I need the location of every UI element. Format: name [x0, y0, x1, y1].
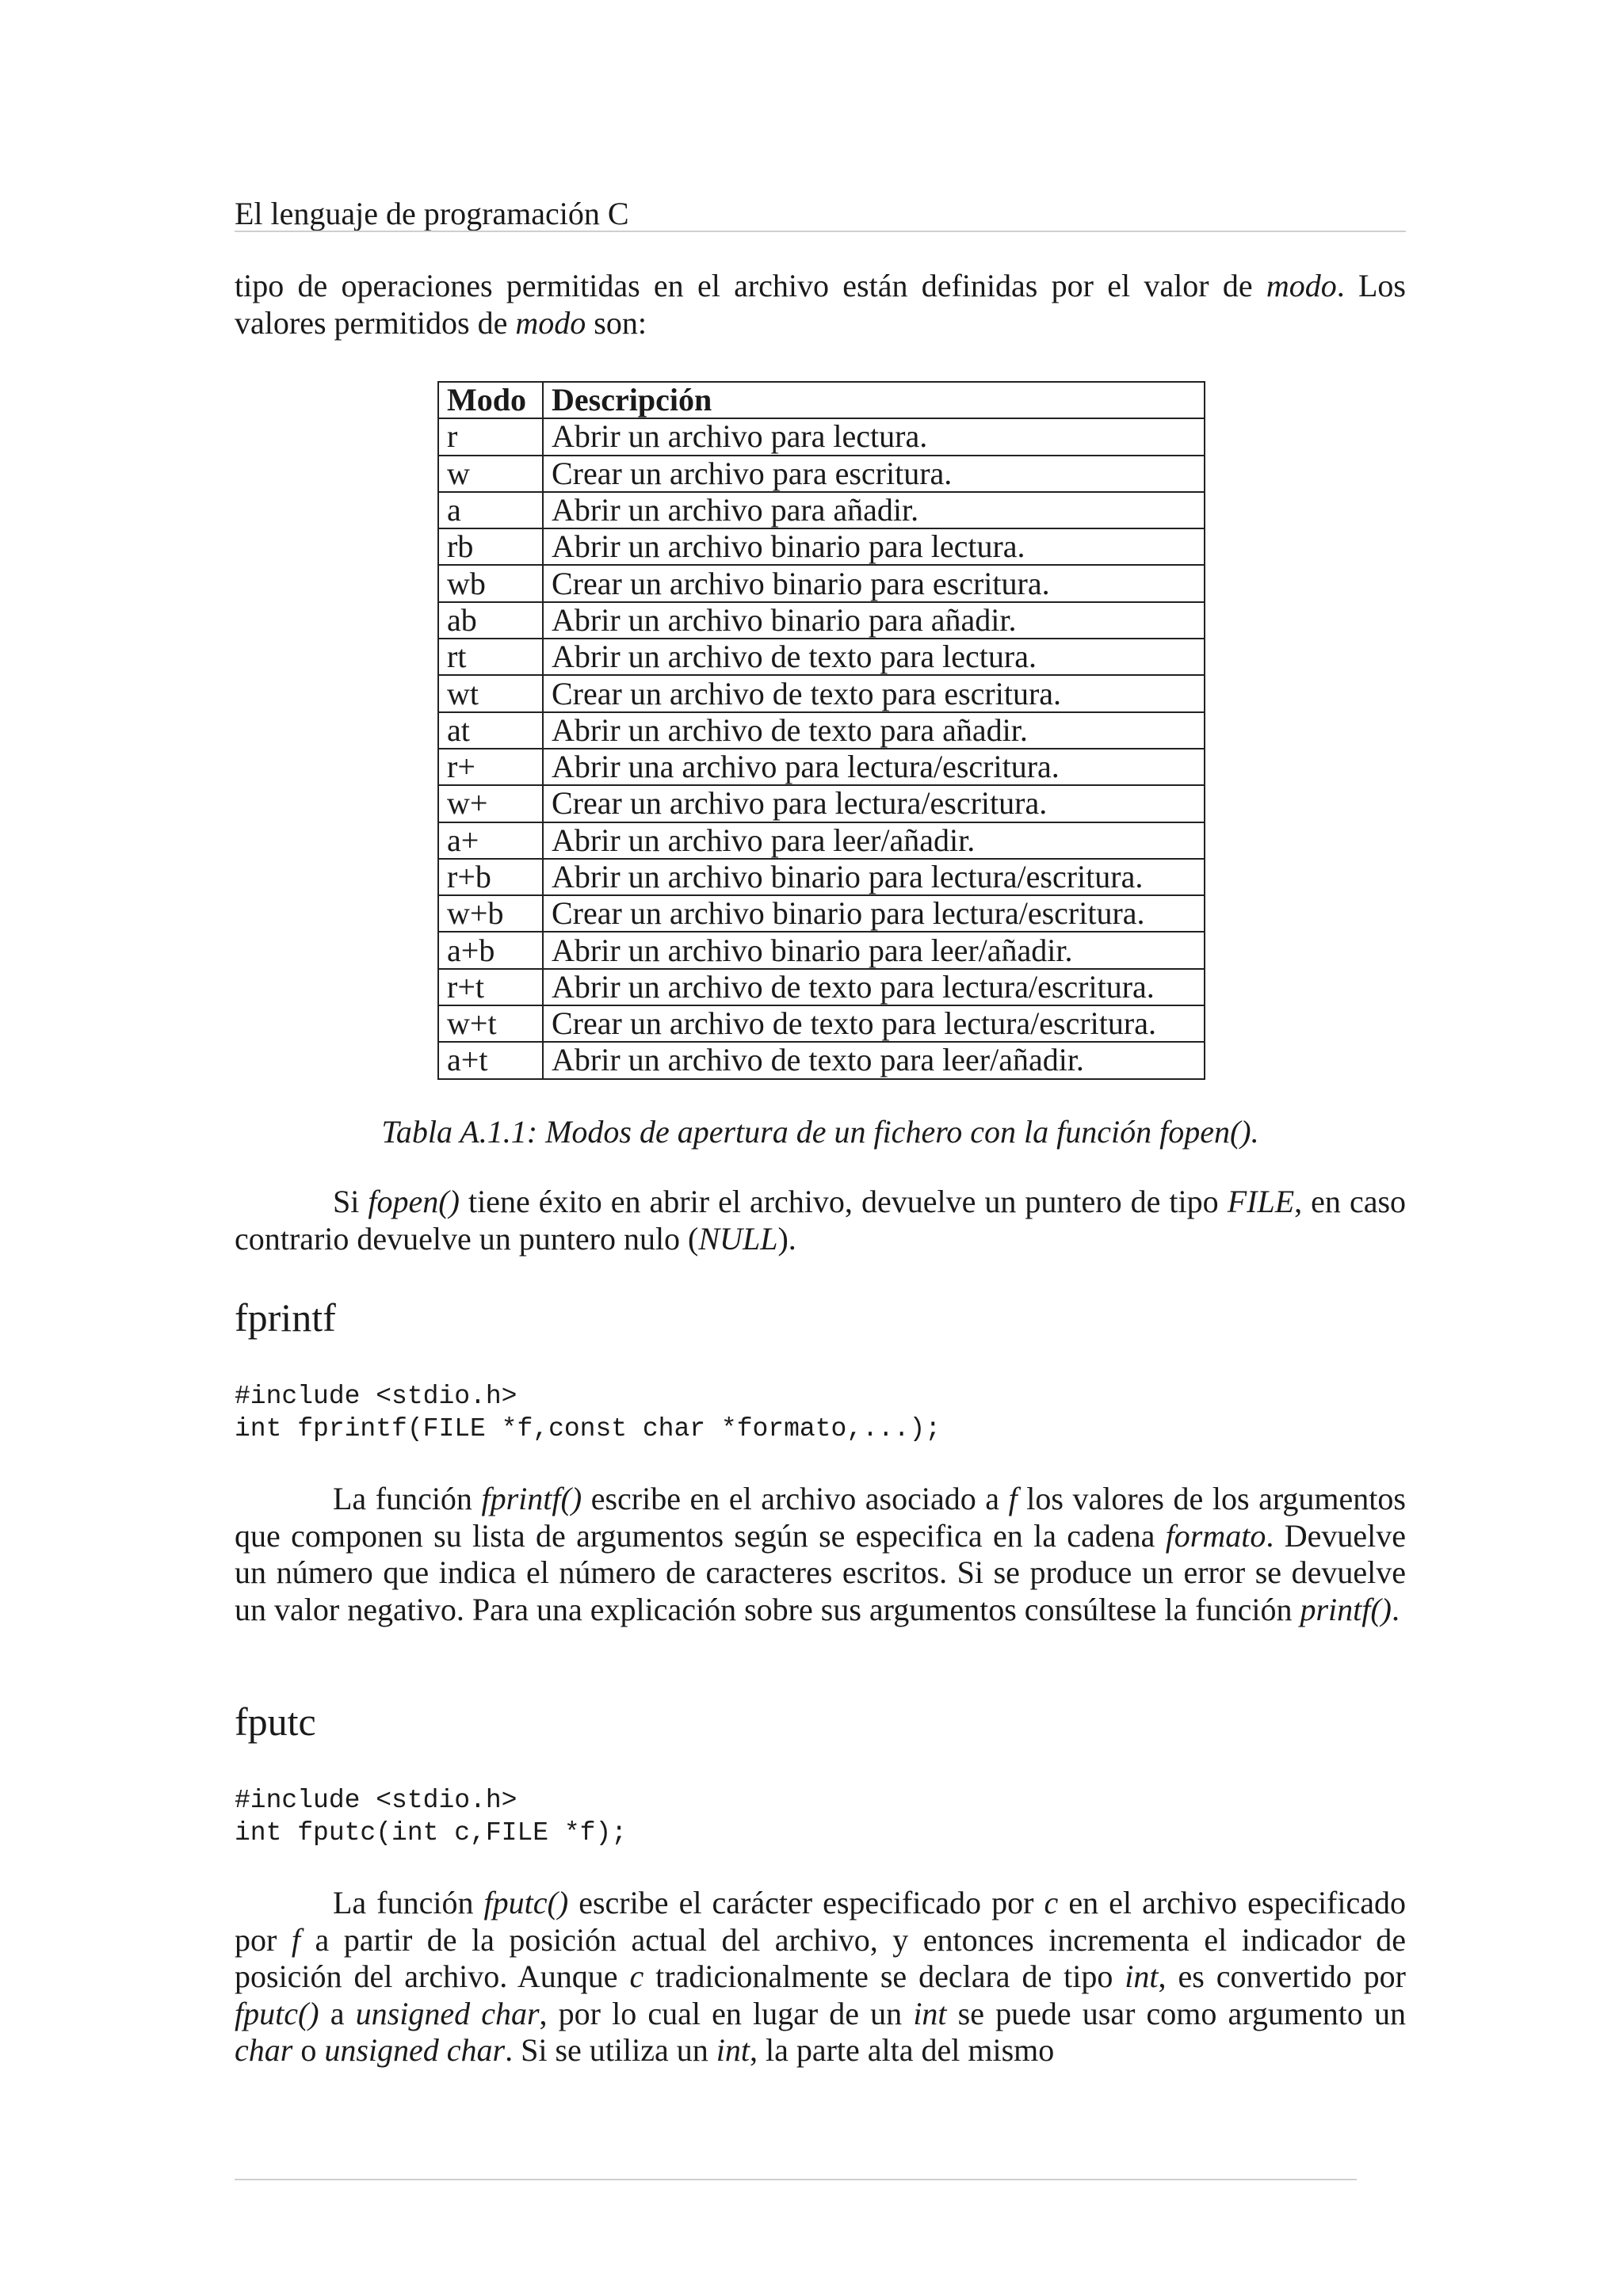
- table-row: [438, 602, 1205, 639]
- text-run: o: [292, 2032, 325, 2068]
- emphasis: fopen(): [368, 1184, 460, 1219]
- mode-cell: r+t: [438, 969, 543, 1005]
- mode-cell: rb: [438, 528, 543, 565]
- description-cell: Crear un archivo de texto para escritura.: [543, 675, 1205, 711]
- description-cell: Abrir un archivo para leer/añadir.: [543, 822, 1205, 859]
- table-row: [438, 492, 1205, 528]
- description-cell: Crear un archivo para lectura/escritura.: [543, 785, 1205, 822]
- text-run: tiene éxito en abrir el archivo, devuelve un puntero de tipo: [459, 1184, 1228, 1219]
- text-run: tradicionalmente se declara de tipo: [643, 1958, 1125, 1994]
- mode-cell: ab: [438, 602, 543, 639]
- emphasis: modo: [515, 304, 586, 341]
- mode-cell: rt: [438, 639, 543, 675]
- description-cell: Abrir un archivo de texto para lectura/escritura.: [543, 969, 1205, 1005]
- table-row: [438, 528, 1205, 565]
- emphasis: fprintf(): [481, 1481, 582, 1516]
- emphasis: modo: [1266, 268, 1337, 303]
- emphasis: printf(): [1300, 1591, 1392, 1627]
- table-row: [438, 932, 1205, 968]
- table-row: [438, 418, 1205, 455]
- description-cell: Crear un archivo binario para lectura/escritura.: [543, 895, 1205, 932]
- table-row: [438, 639, 1205, 675]
- emphasis: f: [1008, 1481, 1018, 1516]
- emphasis: int: [716, 2032, 750, 2068]
- table-row: [438, 456, 1205, 492]
- mode-cell: at: [438, 712, 543, 749]
- table-row: [438, 675, 1205, 711]
- text-run: , en caso contrario devuelve un puntero nulo (: [235, 1184, 1407, 1257]
- modes-table: [437, 381, 1205, 1080]
- column-header-modo: Modo: [438, 382, 543, 418]
- text-run: escribe en el archivo asociado a: [582, 1481, 1009, 1516]
- table-row: [438, 822, 1205, 859]
- mode-cell: w+b: [438, 895, 543, 932]
- table-row: [438, 895, 1205, 932]
- table-row: [438, 1042, 1205, 1078]
- fputc-heading: fputc: [235, 1699, 316, 1744]
- text-run: Si: [333, 1184, 369, 1219]
- table-row: [438, 859, 1205, 895]
- description-cell: Abrir una archivo para lectura/escritura.: [543, 749, 1205, 785]
- table-row: [438, 1005, 1205, 1042]
- description-cell: Abrir un archivo binario para añadir.: [543, 602, 1205, 639]
- fprintf-code: #include <stdio.h> int fprintf(FILE *f,const char *formato,...);: [235, 1382, 941, 1444]
- footer-divider: [235, 2179, 1357, 2180]
- mode-cell: wb: [438, 565, 543, 601]
- mode-cell: a+: [438, 822, 543, 859]
- text-run: son:: [586, 304, 647, 341]
- fprintf-paragraph: [235, 1481, 1406, 1628]
- text-run: los valores de los argumentos que componen su lista de argumentos según se especifica en la cadena: [235, 1481, 1406, 1554]
- text-run: escribe el carácter especificado por: [568, 1885, 1044, 1920]
- emphasis: c: [629, 1958, 644, 1994]
- description-cell: Abrir un archivo binario para leer/añadir.: [543, 932, 1205, 968]
- column-header-descripcion: Descripción: [543, 382, 1205, 418]
- text-run: ).: [777, 1220, 796, 1257]
- description-cell: Abrir un archivo de texto para leer/añadir.: [543, 1042, 1205, 1078]
- table-row: [438, 565, 1205, 601]
- description-cell: Abrir un archivo para añadir.: [543, 492, 1205, 528]
- table-header-row: [438, 382, 1205, 418]
- mode-cell: a: [438, 492, 543, 528]
- emphasis: fputc(): [235, 1995, 319, 2031]
- table-row: [438, 749, 1205, 785]
- text-run: , por lo cual en lugar de un: [539, 1995, 914, 2031]
- description-cell: Abrir un archivo para lectura.: [543, 418, 1205, 455]
- fopen-return-paragraph: [235, 1184, 1406, 1257]
- table-caption: Tabla A.1.1: Modos de apertura de un fichero con la función fopen().: [381, 1114, 1259, 1150]
- text-run: La función: [333, 1885, 484, 1920]
- emphasis: int: [913, 1995, 947, 2031]
- text-run: , es convertido por: [1158, 1958, 1406, 1994]
- emphasis: f: [291, 1921, 300, 1958]
- mode-cell: w+t: [438, 1005, 543, 1042]
- mode-cell: r: [438, 418, 543, 455]
- text-run: . Los valores permitidos de: [235, 268, 1407, 341]
- text-run: a partir de la posición actual del archivo, y entonces incrementa el indicador de posición del archivo. Aunque: [235, 1921, 1406, 1994]
- text-run: . Devuelve un número que indica el número de caracteres escritos. Si se produce un error se devuelve un valor negativo. Para una explicación sobre sus argumentos consúltese la función: [235, 1517, 1406, 1627]
- mode-cell: a+b: [438, 932, 543, 968]
- text-run: .: [1392, 1591, 1400, 1627]
- mode-cell: wt: [438, 675, 543, 711]
- emphasis: FILE: [1227, 1184, 1295, 1219]
- emphasis: int: [1125, 1958, 1159, 1994]
- header-divider: [235, 231, 1406, 232]
- text-run: se puede usar como argumento un: [946, 1995, 1406, 2031]
- emphasis: unsigned char: [355, 1995, 540, 2031]
- emphasis: NULL: [698, 1220, 778, 1257]
- emphasis: formato: [1165, 1517, 1266, 1554]
- description-cell: Abrir un archivo binario para lectura.: [543, 528, 1205, 565]
- emphasis: char: [235, 2032, 293, 2068]
- text-run: La función: [333, 1481, 482, 1516]
- table-body: [438, 418, 1205, 1078]
- text-run: . Si se utiliza un: [505, 2032, 716, 2068]
- text-run: a: [319, 1995, 356, 2031]
- table-row: [438, 712, 1205, 749]
- intro-paragraph: [235, 268, 1406, 341]
- fputc-paragraph: [235, 1885, 1406, 2069]
- fputc-code: #include <stdio.h> int fputc(int c,FILE *f);: [235, 1786, 628, 1848]
- table-row: [438, 785, 1205, 822]
- emphasis: c: [1044, 1885, 1059, 1920]
- table-row: [438, 969, 1205, 1005]
- text-run: en el archivo especificado por: [235, 1885, 1407, 1958]
- mode-cell: w: [438, 456, 543, 492]
- description-cell: Crear un archivo binario para escritura.: [543, 565, 1205, 601]
- mode-cell: r+b: [438, 859, 543, 895]
- description-cell: Crear un archivo para escritura.: [543, 456, 1205, 492]
- emphasis: unsigned char: [324, 2032, 506, 2068]
- mode-cell: a+t: [438, 1042, 543, 1078]
- mode-cell: r+: [438, 749, 543, 785]
- description-cell: Abrir un archivo de texto para lectura.: [543, 639, 1205, 675]
- mode-cell: w+: [438, 785, 543, 822]
- description-cell: Abrir un archivo de texto para añadir.: [543, 712, 1205, 749]
- fprintf-heading: fprintf: [235, 1295, 336, 1340]
- text-run: tipo de operaciones permitidas en el archivo están definidas por el valor de: [235, 268, 1266, 303]
- text-run: , la parte alta del mismo: [749, 2032, 1055, 2068]
- description-cell: Crear un archivo de texto para lectura/escritura.: [543, 1005, 1205, 1042]
- page-header: El lenguaje de programación C: [235, 196, 629, 231]
- emphasis: fputc(): [483, 1885, 569, 1920]
- description-cell: Abrir un archivo binario para lectura/escritura.: [543, 859, 1205, 895]
